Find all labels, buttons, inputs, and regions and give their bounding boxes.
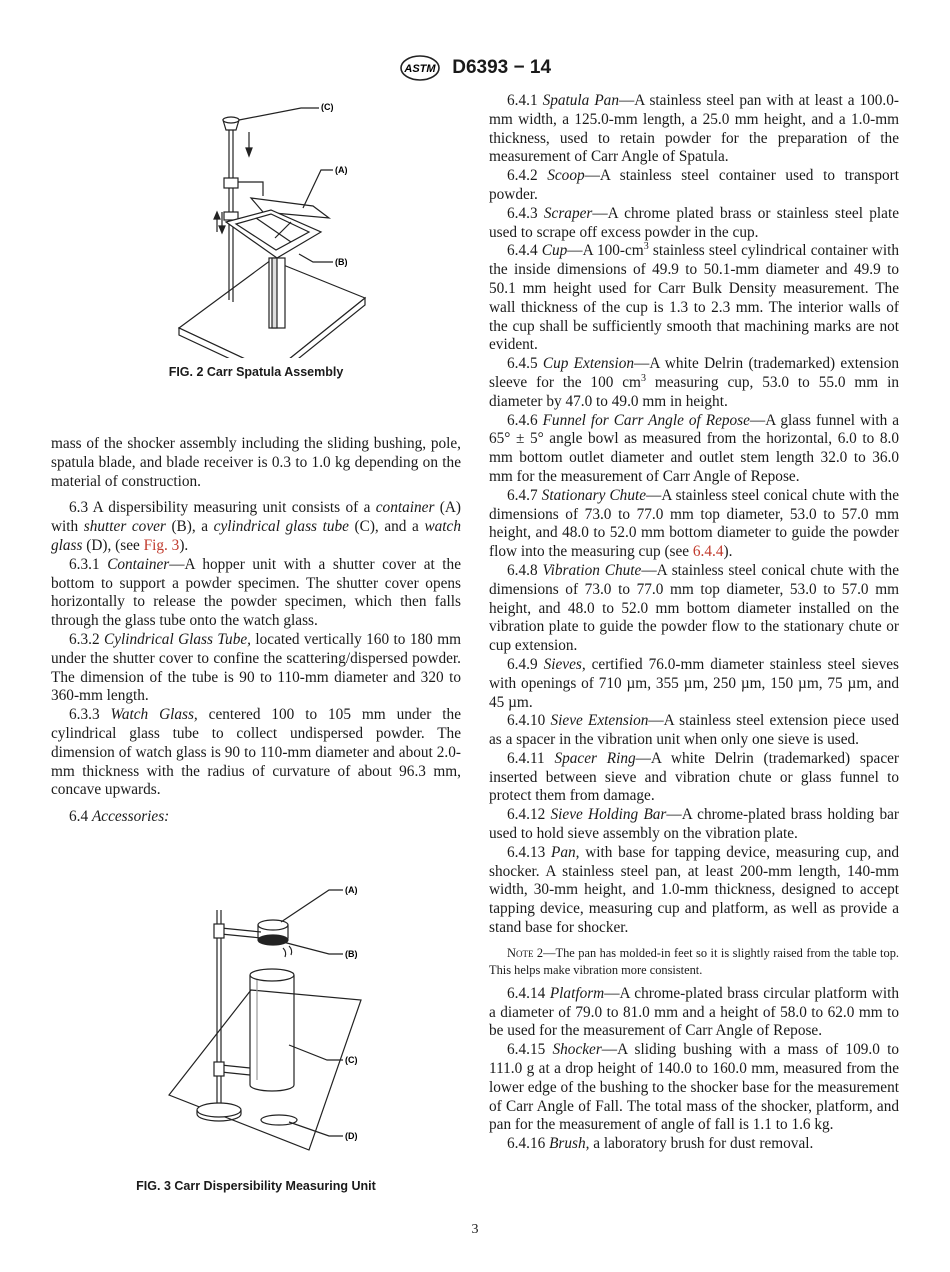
paragraph-6-4-11: 6.4.11 Spacer Ring—A white Delrin (trademarked) spacer inserted between sieve and vibration chute or glass funnel to protect them from damage.: [489, 749, 899, 805]
note-2: Note 2—The pan has molded-in feet so it is slightly raised from the table top. This helps make vibration more consistent.: [489, 945, 899, 977]
paragraph-6-3: 6.3 A dispersibility measuring unit consists of a container (A) with shutter cover (B), a cylindrical glass tube (C), and a watch glass (D), (see Fig. 3).: [51, 499, 462, 554]
paragraph-6-4-1: 6.4.1 Spatula Pan—A stainless steel pan with at least a 100.0-mm width, a 125.0-mm length, a 25.0 mm height, and a 1.0-mm thickness, used to retain powder for the preparation of the measurement of Carr Angle of Spatula.: [489, 92, 899, 166]
paragraph-6-4-7: 6.4.7 Stationary Chute—A stainless steel conical chute with the dimensions of 73.0 to 77.0 mm top diameter, 53.0 to 57.0 mm height, and 48.0 to 52.0 mm bottom diameter to guide the powder flow into the measuring cup (see 6.4.4).: [489, 486, 899, 561]
figure-2: [51, 100, 461, 379]
fig3-label-d: (D): [345, 1131, 358, 1141]
page-number: 3: [471, 1222, 479, 1237]
fig2-label-b: (B): [335, 257, 348, 267]
paragraph-6-4: 6.4 Accessories:: [69, 808, 170, 826]
fig2-label-a: (A): [335, 165, 348, 175]
fig3-label-a: (A): [345, 885, 358, 895]
fig3-label-b: (B): [345, 949, 358, 959]
figure-2-caption: FIG. 2 Carr Spatula Assembly: [168, 365, 344, 379]
document-designation: D6393 − 14: [452, 57, 552, 78]
page-header: [0, 55, 950, 81]
paragraph-6-4-3: 6.4.3 Scraper—A chrome plated brass or stainless steel plate used to scrape off excess powder in the cup.: [489, 204, 899, 241]
left-column: [51, 435, 461, 827]
paragraph-6-4-6: 6.4.6 Funnel for Carr Angle of Repose—A glass funnel with a 65° ± 5° angle bowl as measured from the horizontal, 6.0 to 8.0 mm bottom outlet diameter and outlet stem length 32.0 to 36.0 mm for the measurement of Carr Angle of Repose.: [489, 411, 899, 485]
paragraph-6-3-1: 6.3.1 Container—A hopper unit with a shutter cover at the bottom to support a powder specimen. The shutter cover opens horizontally to release the powder specimen, which then falls through the glass tube onto the watch glass.: [51, 555, 462, 630]
paragraph-6-4-13: 6.4.13 Pan, with base for tapping device, measuring cup, and shocker. A stainless steel pan, at least 200-mm length, 140-mm width, 30-mm height, and 1.0-mm thickness, designed to accept tapping device, measuring cup and platform, as well as provide a stand base for shocker.: [489, 843, 899, 937]
fig3-label-c: (C): [345, 1055, 358, 1065]
figure-3-caption: FIG. 3 Carr Dispersibility Measuring Unit: [136, 1179, 376, 1193]
paragraph-6-4-9: 6.4.9 Sieves, certified 76.0-mm diameter stainless steel sieves with openings of 710 µm, 355 µm, 250 µm, 150 µm, 75 µm, and 45 µm.: [489, 655, 899, 711]
astm-logo-icon: [399, 55, 441, 81]
paragraph-6-3-2: 6.3.2 Cylindrical Glass Tube, located vertically 160 to 180 mm under the shutter cover to confine the scattering/dispersed powder. The dimension of the tube is 90 to 110-mm diameter and 320 to 360-mm length.: [51, 630, 461, 705]
carr-spatula-assembly-drawing: [51, 100, 461, 358]
figure-3: [51, 880, 461, 1193]
fig-3-link[interactable]: Fig. 3: [143, 536, 180, 554]
paragraph-6-4-14: 6.4.14 Platform—A chrome-plated brass circular platform with a diameter of 79.0 to 81.0 mm and a height of 58.0 to 62.0 mm to be used for the measurement of Carr Angle of Repose.: [489, 984, 899, 1040]
paragraph-6-3-3: 6.3.3 Watch Glass, centered 100 to 105 mm under the cylindrical glass tube to collect undispersed powder. The dimension of watch glass is 90 to 110-mm diameter and about 2.0-mm thickness with the radius of curvature of about 96.3 mm, concave upwards.: [51, 706, 461, 799]
paragraph-6-4-16: 6.4.16 Brush, a laboratory brush for dust removal.: [507, 1135, 814, 1153]
paragraph-6-4-10: 6.4.10 Sieve Extension—A stainless steel extension piece used as a spacer in the vibration unit when only one sieve is used.: [489, 712, 899, 749]
paragraph-6-4-8: 6.4.8 Vibration Chute—A stainless steel conical chute with the dimensions of 73.0 to 77.0 mm top diameter, 53.0 to 57.0 mm height, and 48.0 to 52.0 mm bottom diameter installed on the vibration plate to guide the powder flow to the stationary chute or cup extension.: [489, 561, 899, 655]
paragraph-6-4-15: 6.4.15 Shocker—A sliding bushing with a mass of 109.0 to 111.0 g at a drop height of 140.0 to 160.0 mm, measured from the lower edge of the bushing to the shocker base for the measurement of Carr Angle of Fall. The total mass of the shocker, platform, and pan for the measurement of angle of fall is 1.1 to 1.6 kg.: [489, 1041, 899, 1134]
paragraph-6-4-4: 6.4.4 Cup—A $100-cm^3$ stainless steel cylindrical container with the inside dimensions of 49.9 to 50.1-mm diameter and 49.9 to 50.1 mm height used for Carr Bulk Density measurement. The wall thickness of the cup is 1.3 to 2.3 mm. The interior walls of the cup shall be sufficiently smooth that machining marks are not evident.: [489, 241, 899, 354]
section-6-4-4-link[interactable]: 6.4.4: [692, 543, 724, 561]
paragraph-6-4-2: 6.4.2 Scoop—A stainless steel container used to transport powder.: [489, 167, 899, 203]
fig2-label-c: (C): [321, 102, 334, 112]
svg-text:ASTM: ASTM: [404, 63, 436, 75]
paragraph-continued: mass of the shocker assembly including the sliding bushing, pole, spatula blade, and blade receiver is 0.3 to 1.0 kg depending on the material of construction.: [51, 435, 461, 490]
carr-dispersibility-unit-drawing: [51, 880, 461, 1160]
right-column: [489, 92, 899, 1154]
paragraph-6-4-12: 6.4.12 Sieve Holding Bar—A chrome-plated brass holding bar used to hold sieve assembly on the vibration plate.: [489, 806, 899, 843]
paragraph-6-4-5: 6.4.5 Cup Extension—A white Delrin (trademarked) extension sleeve for the 100 $cm^3$ measuring cup, 53.0 to 55.0 mm in diameter by 47.0 to 49.0 mm in height.: [489, 355, 899, 410]
